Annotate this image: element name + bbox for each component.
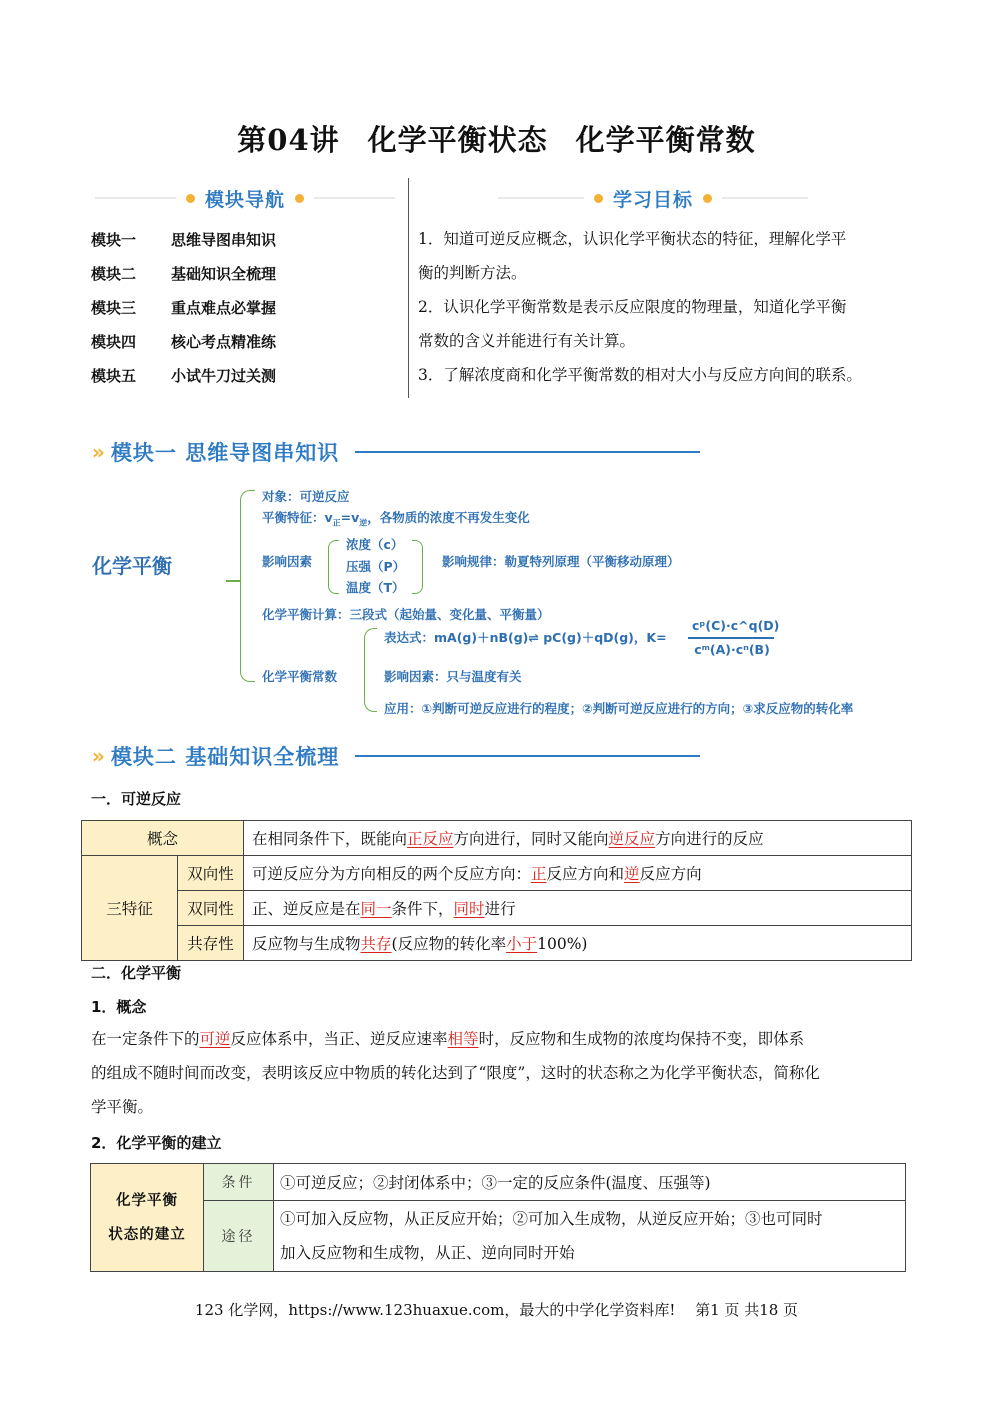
mindmap-factors-label: 影响因素 — [262, 554, 313, 569]
section2-sub1: 1．概念 — [91, 998, 147, 1016]
goal-1-line1: 1．知道可逆反应概念，认识化学平衡状态的特征，理解化学平 — [418, 230, 847, 248]
para-line3: 学平衡。 — [91, 1098, 154, 1116]
goals-header — [498, 184, 808, 212]
nav-item-3[interactable]: 模块三 重点难点必掌握 — [91, 299, 277, 317]
mindmap-fraction-bar — [688, 637, 774, 639]
nav-item-5[interactable]: 模块五 小试牛刀过关测 — [91, 367, 277, 385]
mindmap-rule: 影响规律：勒夏特列原理（平衡移动原理） — [442, 554, 680, 569]
table-row — [82, 856, 912, 891]
nav-item-1[interactable]: 模块一 思维导图串知识 — [91, 231, 277, 249]
concept-label: 概念 — [82, 821, 244, 856]
mindmap-main-bracket — [240, 490, 255, 682]
double-chevron-icon: » — [92, 440, 105, 464]
para-line2: 的组成不随时间而改变，表明该反应中物质的转化达到了“限度”，这时的状态称之为化学平衡状态，简称化 — [91, 1064, 820, 1082]
establish-left-label: 化学平衡 状态的建立 — [91, 1164, 204, 1272]
nav-header-dot-right — [295, 194, 304, 203]
title-part2: 化学平衡常数 — [575, 123, 756, 157]
section2-sub2: 2．化学平衡的建立 — [91, 1134, 222, 1152]
nav-header — [95, 184, 395, 212]
title-part1: 化学平衡状态 — [367, 123, 548, 157]
mindmap-factors-bracket — [328, 540, 339, 594]
three-features-label: 三特征 — [82, 856, 178, 961]
column-divider — [408, 178, 409, 398]
reversible-reaction-table — [81, 820, 912, 961]
mindmap-factors-right-bracket — [412, 540, 423, 594]
mindmap-factor-c: 浓度（c） — [346, 537, 404, 552]
goals-header-dot-right — [703, 194, 712, 203]
goal-2-line2: 常数的含义并能进行有关计算。 — [418, 332, 636, 350]
nav-header-line-left — [95, 197, 176, 199]
goals-header-line-left — [498, 197, 584, 199]
title-lecture: 第04讲 — [237, 123, 340, 157]
mindmap-root-connector — [226, 580, 240, 582]
table-row — [91, 1164, 906, 1201]
double-chevron-icon: » — [92, 744, 105, 768]
nav-item-4[interactable]: 模块四 核心考点精准练 — [91, 333, 277, 351]
para-line1: 在一定条件下的可逆反应体系中，当正、逆反应速率相等时，反应物和生成物的浓度均保持不变，即体系 — [91, 1030, 805, 1048]
nav-header-text: 模块导航 — [205, 188, 286, 211]
goal-2-line1: 2．认识化学平衡常数是表示反应限度的物理量，知道化学平衡 — [418, 298, 847, 316]
module2-rule — [355, 755, 700, 757]
feature-label: 双向性 — [178, 856, 244, 891]
nav-header-line-right — [314, 197, 395, 199]
mindmap-constant-label: 化学平衡常数 — [262, 669, 338, 684]
goals-list — [418, 222, 918, 392]
goal-1-line2: 衡的判断方法。 — [418, 264, 527, 282]
table-row — [91, 1201, 906, 1272]
module1-heading — [92, 437, 700, 467]
condition-label: 条件 — [204, 1164, 274, 1201]
mindmap-feature: 平衡特征：$v_正=v_逆$，各物质的浓度不再发生变化 — [262, 510, 530, 528]
table-row — [82, 891, 912, 926]
mindmap-calc: 化学平衡计算：三段式（起始量、变化量、平衡量） — [262, 607, 550, 622]
nav-list — [91, 229, 276, 399]
mindmap-root: 化学平衡 — [92, 554, 172, 578]
concept-text: 在相同条件下，既能向正反应方向进行，同时又能向逆反应方向进行的反应 — [244, 821, 912, 856]
module2-title: 模块二 基础知识全梳理 — [110, 745, 340, 769]
nav-header-dot-left — [186, 194, 195, 203]
mindmap-application: 应用：①判断可逆反应进行的程度；②判断可逆反应进行的方向；③求反应物的转化率 — [384, 701, 854, 716]
goals-header-dot-left — [594, 194, 603, 203]
mindmap-factor-t: 温度（T） — [346, 580, 405, 595]
mindmap-k-numerator: cᵖ(C)·c^q(D) — [692, 618, 780, 633]
mindmap-k-factor: 影响因素：只与温度有关 — [384, 669, 522, 684]
equilibrium-concept-paragraph — [91, 1022, 911, 1124]
mindmap-factor-p: 压强（P） — [346, 559, 406, 574]
feature-text: 反应物与生成物共存(反应物的转化率小于100%) — [244, 926, 912, 961]
module2-heading — [92, 741, 700, 771]
equilibrium-establish-table — [90, 1163, 906, 1272]
condition-text: ①可逆反应；②封闭体系中；③一定的反应条件(温度、压强等) — [274, 1164, 906, 1201]
feature-text: 可逆反应分为方向相反的两个反应方向：正反应方向和逆反应方向 — [244, 856, 912, 891]
mindmap-object: 对象：可逆反应 — [262, 489, 350, 504]
goal-3-line1: 3．了解浓度商和化学平衡常数的相对大小与反应方向间的联系。 — [418, 366, 862, 384]
table-row — [82, 926, 912, 961]
module1-title: 模块一 思维导图串知识 — [110, 441, 340, 465]
path-text: ①可加入反应物，从正反应开始；②可加入生成物，从逆反应开始；③也可同时 加入反应物和生成物，从正、逆向同时开始 — [274, 1201, 906, 1272]
table-row — [82, 821, 912, 856]
nav-item-2[interactable]: 模块二 基础知识全梳理 — [91, 265, 277, 283]
feature-label: 共存性 — [178, 926, 244, 961]
section1-heading: 一．可逆反应 — [91, 790, 182, 808]
feature-label: 双同性 — [178, 891, 244, 926]
mindmap-constant-bracket — [364, 628, 377, 712]
section2-heading: 二．化学平衡 — [91, 964, 182, 982]
mindmap-k-denominator: cᵐ(A)·cⁿ(B) — [694, 642, 770, 657]
page-footer: 123 化学网，https://www.123huaxue.com，最大的中学化学资料库! 第1 页 共18 页 — [194, 1301, 799, 1319]
mindmap-expression: 表达式：mA(g)＋nB(g)⇌ pC(g)＋qD(g)，K= — [384, 630, 667, 645]
goals-header-line-right — [722, 197, 808, 199]
path-label: 途径 — [204, 1201, 274, 1272]
module1-rule — [355, 451, 700, 453]
page-title — [0, 118, 993, 159]
goals-header-text: 学习目标 — [613, 188, 694, 211]
feature-text: 正、逆反应是在同一条件下，同时进行 — [244, 891, 912, 926]
